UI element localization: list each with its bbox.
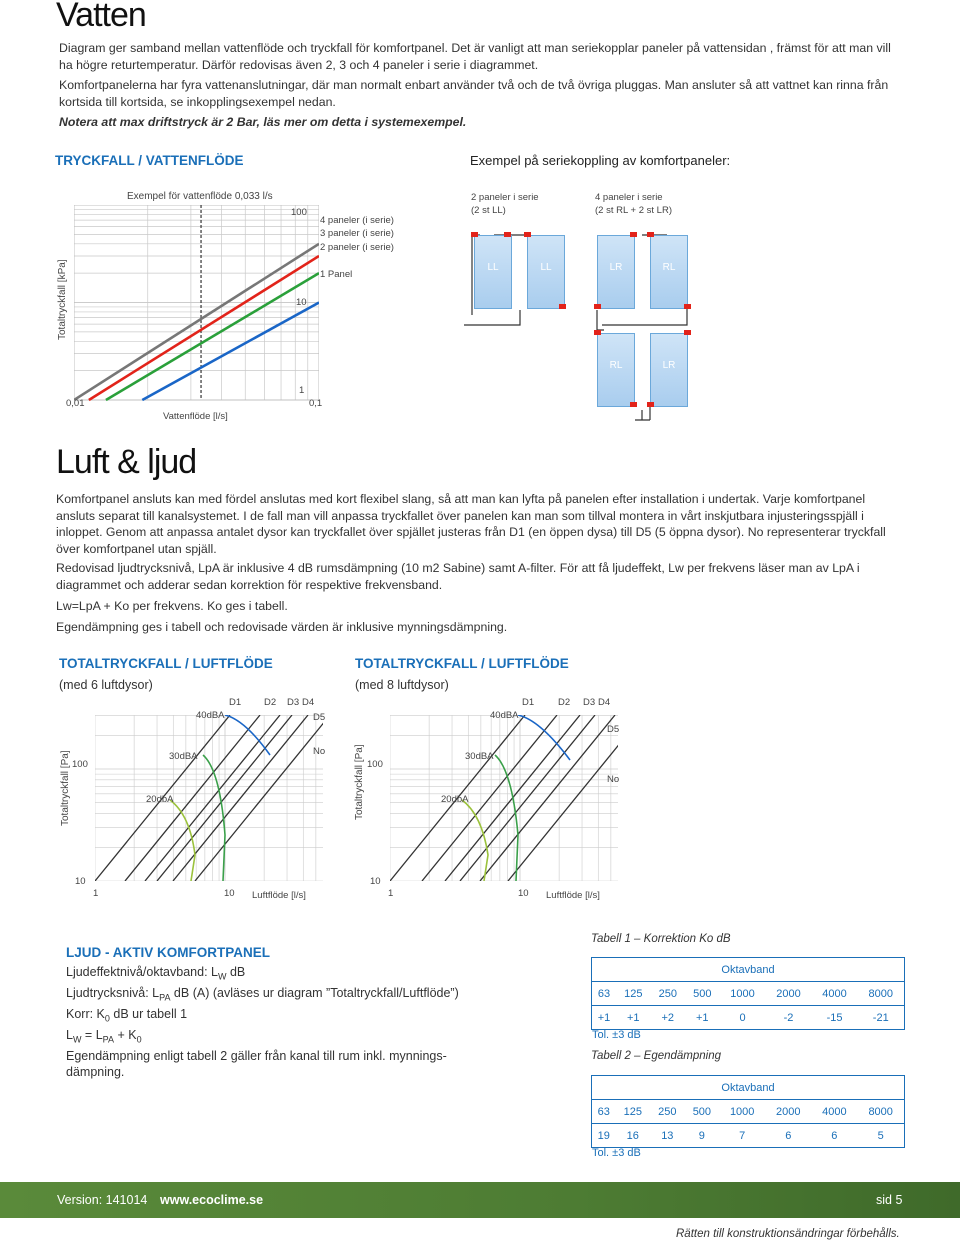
table-2-frequency-cell: 125 <box>616 1100 651 1124</box>
table-2-value-cell: 13 <box>650 1124 685 1148</box>
air-left-x1: 1 <box>93 888 99 899</box>
table-1-frequency-cell: 125 <box>616 982 651 1006</box>
connector-dot <box>504 232 511 237</box>
table-2-value-cell: 9 <box>685 1124 720 1148</box>
connector-dot <box>630 232 637 237</box>
table-2-value-cell: 6 <box>811 1124 857 1148</box>
water-legend-3: 3 paneler (i serie) <box>320 228 394 239</box>
water-series-line-2 <box>89 256 319 400</box>
connector-dot <box>630 402 637 407</box>
table-2-value-cell: 19 <box>592 1124 616 1148</box>
water-series-line-3 <box>106 273 319 400</box>
table-1-value-cell: -15 <box>812 1006 858 1030</box>
serie-panel-lr-1: LR <box>597 235 635 309</box>
table-2-value-cell: 5 <box>857 1124 904 1148</box>
connector-dot <box>471 232 478 237</box>
serie-panel-lr-2: LR <box>650 333 688 407</box>
serie-four-line1: 4 paneler i serie <box>595 192 663 203</box>
serie-panel-rl-2: RL <box>597 333 635 407</box>
air-right-y100: 100 <box>367 759 383 770</box>
air-right-20dba: 20dbA <box>441 794 469 805</box>
water-chart-example: Exempel för vattenflöde 0,033 l/s <box>127 191 273 202</box>
footer-version: Version: 141014 <box>57 1193 148 1207</box>
ljud-heading: LJUD - AKTIV KOMFORTPANEL <box>66 945 270 960</box>
vatten-paragraph-2: Komfortpanelerna har fyra vattenanslutningar, där man normalt enbart använder två och de två övriga pluggas. Man ansluter så att vattnet kan rinna från kortsida till kortsida, se inkopplingsexempel nedan. <box>59 78 889 109</box>
air-chart-right-subtitle: (med 8 luftdysor) <box>355 678 449 692</box>
table-1-frequency-cell: 63 <box>592 982 617 1006</box>
air-left-y10: 10 <box>75 876 86 887</box>
table-1-frequency-cell: 2000 <box>766 982 812 1006</box>
table-1-frequency-cell: 500 <box>685 982 720 1006</box>
table-1-caption: Tabell 1 – Korrektion Ko dB <box>591 933 731 945</box>
table-2-value-cell: 7 <box>719 1124 765 1148</box>
table-2-frequency-cell: 63 <box>592 1100 616 1124</box>
serie-four-line2: (2 st RL + 2 st LR) <box>595 205 672 216</box>
sound-curve-20dba <box>462 800 488 881</box>
air-right-d3: D3 <box>583 697 596 708</box>
air-left-d2: D2 <box>264 697 277 708</box>
table-1-value-cell: -2 <box>766 1006 812 1030</box>
table-1-value-cell: +1 <box>592 1006 617 1030</box>
table-1-tolerance: Tol. ±3 dB <box>592 1029 641 1041</box>
air-chart-left-subtitle: (med 6 luftdysor) <box>59 678 153 692</box>
luft-title: Luft & ljud <box>56 443 197 481</box>
connector-dot <box>647 232 654 237</box>
water-chart-heading: TRYCKFALL / VATTENFLÖDE <box>55 153 244 168</box>
table-1-value-cell: +2 <box>651 1006 686 1030</box>
air-right-d2: D2 <box>558 697 571 708</box>
water-y-100: 100 <box>291 207 307 218</box>
air-left-xlabel: Luftflöde [l/s] <box>252 890 306 901</box>
table-2-frequency-cell: 2000 <box>765 1100 811 1124</box>
air-left-d5: D5 <box>313 712 326 723</box>
air-right-40dba: 40dBA <box>490 710 519 721</box>
page-title: Vatten <box>56 0 146 34</box>
serie-panel-ll-2: LL <box>527 235 565 309</box>
air-chart-right-title: TOTALTRYCKFALL / LUFTFLÖDE <box>355 656 569 671</box>
water-y-1: 1 <box>299 385 305 396</box>
air-left-30dba: 30dBA <box>169 751 198 762</box>
water-legend-1: 1 Panel <box>320 269 353 280</box>
air-right-d4: D4 <box>598 697 611 708</box>
air-left-d1: D1 <box>229 697 242 708</box>
connector-dot <box>647 402 654 407</box>
water-chart-xlabel: Vattenflöde [l/s] <box>163 411 228 422</box>
table-1-frequency-cell: 4000 <box>812 982 858 1006</box>
footer-rights: Rätten till konstruktionsändringar förbehålls. <box>676 1228 900 1240</box>
table-2-value-cell: 16 <box>616 1124 651 1148</box>
serie-two-line1: 2 paneler i serie <box>471 192 539 203</box>
air-right-no: No <box>607 774 620 785</box>
ljud-formula: $L_W = L_{PA} + K_0$ <box>66 1028 142 1045</box>
table-1-value-cell: +1 <box>616 1006 651 1030</box>
air-curve-5 <box>480 715 615 881</box>
ljud-line-2: Ljudtrycksnivå: $L_{PA}$ dB (A) (avläses ur diagram ”Totaltryckfall/Luftflöde”) <box>66 986 459 1003</box>
vatten-paragraph-1: Diagram ger samband mellan vattenflöde och tryckfall för komfortpanel. Det är vanligt att man seriekopplar paneler på vattensidan , främst för att man vill ha högre returtemperatur. Därför redovisas även 2, 3 och 4 paneler i serie i diagrammet. <box>59 41 891 72</box>
serie-panel-rl-1: RL <box>650 235 688 309</box>
serie-heading: Exempel på seriekoppling av komfortpaneler: <box>470 153 731 168</box>
air-right-d1: D1 <box>522 697 535 708</box>
luft-paragraph-1: Komfortpanel ansluts kan med fördel anslutas med kort flexibel slang, så att man kan lyfta på panelen efter installation i undertak. Varje komfortpanel ansluts separat till kanalsystemet. I de fall man vill anpassa tryckfallet över panelen kan man som tillval montera in vårt inskjutbara injusteringsspjäll i inloppet. Genom att anpassa antalet dysor kan tryckfallet över spjället justeras från D1 (en öppen dysa) till D5 (5 öppna dysor). No representerar tryckfall över komfortpanel utan spjäll. <box>56 492 886 556</box>
connector-dot <box>524 232 531 237</box>
air-chart-left-ylabel: Totaltryckfall [Pa] <box>60 750 71 826</box>
water-legend-4: 4 paneler (i serie) <box>320 215 394 226</box>
water-x-right: 0,1 <box>309 398 323 409</box>
air-curve-6 <box>508 715 618 881</box>
vatten-note: Notera att max driftstryck är 2 Bar, läs mer om detta i systemexempel. <box>59 115 467 129</box>
air-right-y10: 10 <box>370 876 381 887</box>
air-left-40dba: 40dBA <box>196 710 225 721</box>
air-left-no: No <box>313 746 326 757</box>
ljud-line-1: Ljudeffektnivå/oktavband: $L_W$ dB <box>66 965 246 982</box>
serie-panel-ll-1: LL <box>474 235 512 309</box>
table-1-frequency-cell: 8000 <box>858 982 905 1006</box>
water-x-left: 0,01 <box>66 398 85 409</box>
air-chart-right-ylabel: Totaltryckfall [Pa] <box>354 744 365 820</box>
water-chart <box>74 205 319 405</box>
table-2-frequency-cell: 250 <box>650 1100 685 1124</box>
table-2-frequency-cell: 1000 <box>719 1100 765 1124</box>
footer-url[interactable]: www.ecoclime.se <box>160 1193 264 1207</box>
water-chart-ylabel: Totaltryckfall [kPa] <box>57 259 68 340</box>
footer-page-number: sid 5 <box>876 1193 903 1207</box>
table-1-value-cell: +1 <box>685 1006 720 1030</box>
air-chart-left <box>95 715 326 881</box>
table-2-tolerance: Tol. ±3 dB <box>592 1147 641 1159</box>
air-left-y100: 100 <box>72 759 88 770</box>
ljud-line-3: Korr: $K_0$ dB ur tabell 1 <box>66 1007 188 1024</box>
table-1-frequency-cell: 250 <box>651 982 686 1006</box>
air-chart-right <box>390 715 618 881</box>
table-2-frequency-cell: 500 <box>685 1100 720 1124</box>
water-y-10: 10 <box>296 297 307 308</box>
table-2-value-cell: 6 <box>765 1124 811 1148</box>
table-2-frequency-cell: 4000 <box>811 1100 857 1124</box>
air-left-20dba: 20dbA <box>146 794 174 805</box>
serie-two-line2: (2 st LL) <box>471 205 506 216</box>
water-legend-2: 2 paneler (i serie) <box>320 242 394 253</box>
footer-bar <box>0 1182 960 1218</box>
connector-dot <box>559 304 566 309</box>
air-right-d5: D5 <box>607 724 620 735</box>
air-left-x10: 10 <box>224 888 235 899</box>
air-right-x10: 10 <box>518 888 529 899</box>
table-1-frequency-cell: 1000 <box>720 982 766 1006</box>
air-chart-left-title: TOTALTRYCKFALL / LUFTFLÖDE <box>59 656 273 671</box>
air-right-xlabel: Luftflöde [l/s] <box>546 890 600 901</box>
luft-paragraph-3: Lw=LpA + Ko per frekvens. Ko ges i tabell. <box>56 599 288 613</box>
table-1-header: Oktavband <box>721 963 775 976</box>
table-1-value-cell: -21 <box>858 1006 905 1030</box>
air-right-x1: 1 <box>388 888 394 899</box>
table-2-frequency-cell: 8000 <box>857 1100 904 1124</box>
table-1-value-cell: 0 <box>720 1006 766 1030</box>
connector-dot <box>684 304 691 309</box>
luft-paragraph-4: Egendämpning ges i tabell och redovisade värden är inklusive mynningsdämpning. <box>56 620 508 634</box>
connector-dot <box>684 330 691 335</box>
table-2-caption: Tabell 2 – Egendämpning <box>591 1050 722 1062</box>
air-left-d3: D3 <box>287 697 300 708</box>
table-1 <box>591 957 905 1030</box>
air-right-30dba: 30dBA <box>465 751 494 762</box>
luft-paragraph-2: Redovisad ljudtrycksnivå, LpA är inklusive 4 dB rumsdämpning (10 m2 Sabine) samt A-filter. För att få ljudeffekt, Lw per frekvens läser man av LpA i diagrammet och adderar sedan korrektion för respektive frekvensband. <box>56 561 860 592</box>
air-left-d4: D4 <box>302 697 315 708</box>
table-2-header: Oktavband <box>721 1081 775 1094</box>
connector-dot <box>594 304 601 309</box>
connector-dot <box>594 330 601 335</box>
table-2 <box>591 1075 905 1148</box>
ljud-line-5: Egendämpning enligt tabell 2 gäller från kanal till rum inkl. mynnings-dämpning. <box>66 1049 447 1079</box>
